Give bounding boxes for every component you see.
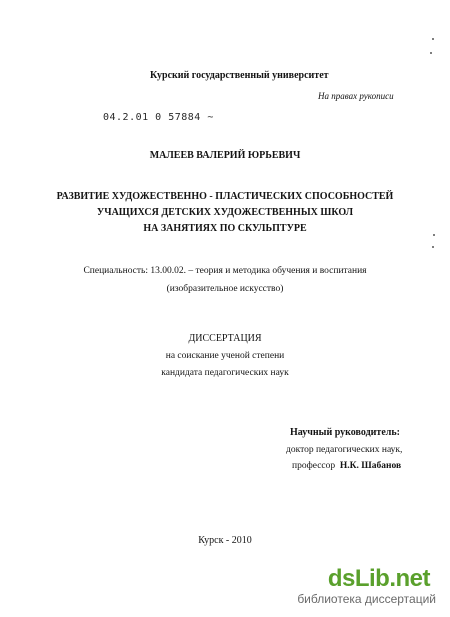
manuscript-note: На правах рукописи bbox=[318, 91, 394, 101]
degree-line-1: на соискание ученой степени bbox=[165, 351, 285, 361]
scan-speck bbox=[432, 38, 434, 40]
supervisor-heading: Научный руководитель: bbox=[290, 427, 400, 438]
registration-stamp: 04.2.01 0 57884 ~ bbox=[103, 112, 214, 123]
university-name: Курский государственный университет bbox=[150, 70, 329, 81]
scan-speck bbox=[432, 246, 434, 248]
supervisor-rank: профессор bbox=[292, 461, 336, 471]
specialty-subline: (изобразительное искусство) bbox=[166, 284, 284, 294]
thesis-title-line-3: НА ЗАНЯТИЯХ ПО СКУЛЬПТУРЕ bbox=[143, 223, 307, 234]
city-year: Курск - 2010 bbox=[198, 535, 252, 546]
watermark-logo: dsLib.net bbox=[327, 565, 430, 592]
specialty-line: Специальность: 13.00.02. – теория и методика обучения и воспитания bbox=[83, 266, 367, 276]
supervisor-rank-line bbox=[292, 460, 401, 472]
scan-speck bbox=[430, 52, 432, 54]
degree-line-2: кандидата педагогических наук bbox=[161, 368, 289, 378]
thesis-title-line-2: УЧАЩИХСЯ ДЕТСКИХ ХУДОЖЕСТВЕННЫХ ШКОЛ bbox=[96, 207, 354, 218]
dissertation-heading: ДИССЕРТАЦИЯ bbox=[188, 333, 262, 344]
supervisor-degree: доктор педагогических наук, bbox=[286, 445, 403, 455]
watermark-subtitle: библиотека диссертаций bbox=[297, 592, 436, 606]
supervisor-name: Н.К. Шабанов bbox=[339, 461, 402, 471]
thesis-title-line-1: РАЗВИТИЕ ХУДОЖЕСТВЕННО - ПЛАСТИЧЕСКИХ СПОСОБНОСТЕЙ bbox=[56, 191, 394, 202]
scan-speck bbox=[433, 234, 435, 236]
dslib-watermark bbox=[268, 566, 438, 610]
author-name: МАЛЕЕВ ВАЛЕРИЙ ЮРЬЕВИЧ bbox=[149, 150, 301, 161]
